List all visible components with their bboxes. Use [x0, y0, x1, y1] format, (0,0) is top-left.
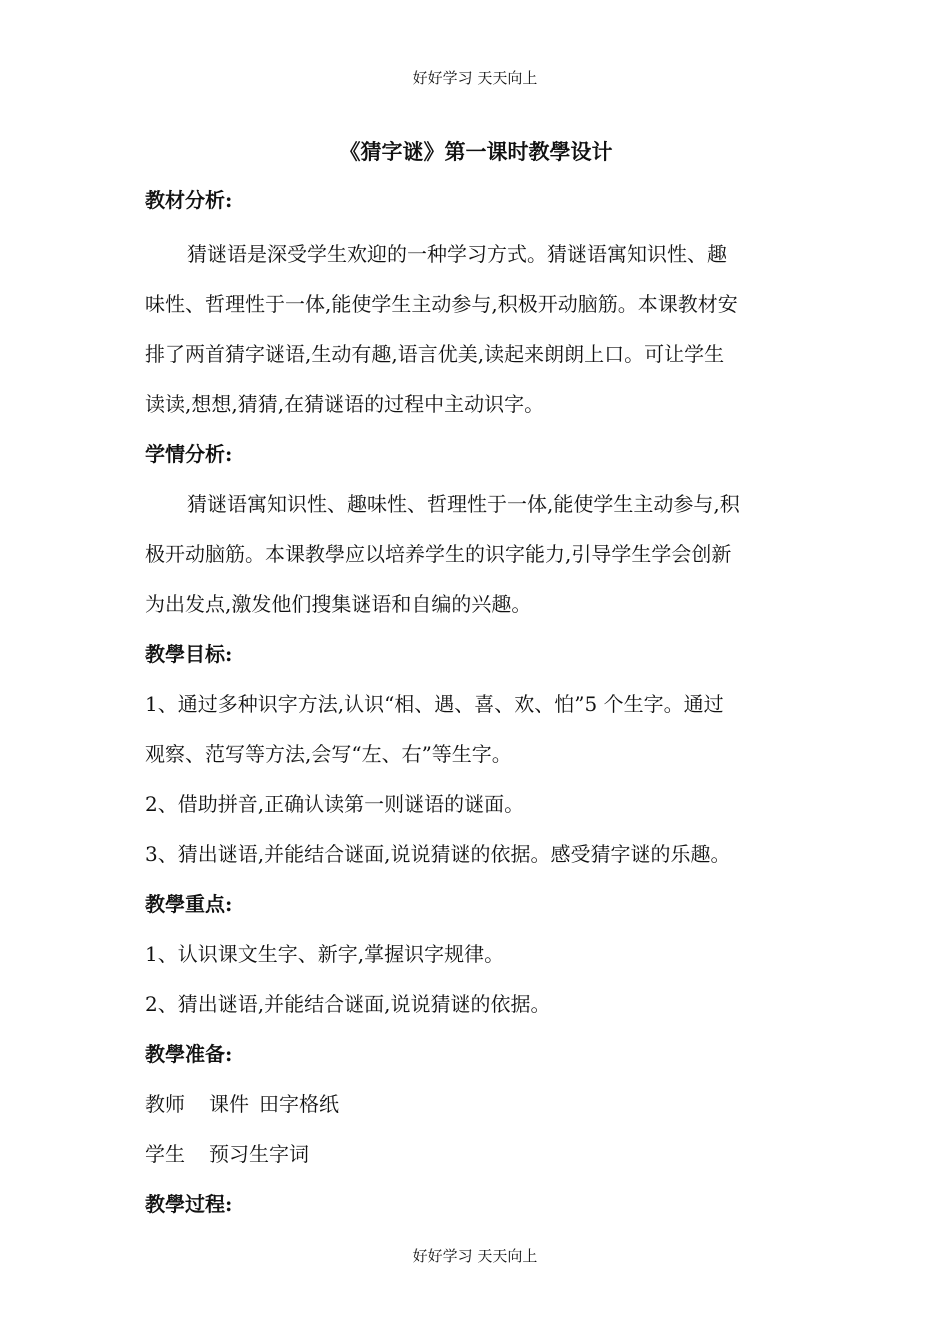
- paragraph-line: 读读,想想,猜猜,在猜谜语的过程中主动识字。: [145, 392, 545, 416]
- section-heading-preparation: 教學准备:: [145, 1042, 233, 1066]
- page-footer: 好好学习 天天向上: [412, 1247, 538, 1265]
- role-label: 教师: [145, 1092, 185, 1116]
- list-item: 2、猜出谜语,并能结合谜面,说说猜谜的依据。: [145, 992, 551, 1016]
- section-heading-key-points: 教學重点:: [145, 892, 233, 916]
- page-header: 好好学习 天天向上: [412, 69, 538, 87]
- document-body: [145, 133, 807, 1229]
- paragraph-line: 极开动脑筋。本课教學应以培养学生的识字能力,引导学生学会创新: [145, 542, 732, 566]
- prep-item: 田字格纸: [259, 1092, 339, 1116]
- paragraph-line: 为出发点,激发他们搜集谜语和自编的兴趣。: [145, 592, 532, 616]
- role-label: 学生: [145, 1142, 185, 1166]
- section-heading-process: 教學过程:: [145, 1192, 233, 1216]
- paragraph-line: 猜谜语是深受学生欢迎的一种学习方式。猜谜语寓知识性、趣: [187, 242, 727, 266]
- document-title: 《猜字谜》第一课时教學设计: [339, 139, 613, 164]
- list-item: 2、借助拼音,正确认读第一则谜语的谜面。: [145, 792, 525, 816]
- paragraph-line: 猜谜语寓知识性、趣味性、哲理性于一体,能使学生主动参与,积: [187, 492, 740, 516]
- list-item: 观察、范写等方法,会写“左、右”等生字。: [145, 742, 512, 766]
- prep-item: 课件: [209, 1092, 249, 1116]
- preparation-student: [145, 1129, 807, 1179]
- paragraph-line: 排了两首猜字谜语,生动有趣,语言优美,读起来朗朗上口。可让学生: [145, 342, 725, 366]
- section-heading-learner: 学情分析:: [145, 442, 233, 466]
- list-item: 1、通过多种识字方法,认识“相、遇、喜、欢、怕”5 个生字。通过: [145, 692, 724, 716]
- paragraph-line: 味性、哲理性于一体,能使学生主动参与,积极开动脑筋。本课教材安: [145, 292, 738, 316]
- list-item: 1、认识课文生字、新字,掌握识字规律。: [145, 942, 505, 966]
- prep-item: 预习生字词: [209, 1142, 309, 1166]
- section-heading-material: 教材分析:: [145, 188, 233, 212]
- preparation-teacher: [145, 1079, 807, 1129]
- list-item: 3、猜出谜语,并能结合谜面,说说猜谜的依据。感受猜字谜的乐趣。: [145, 842, 731, 866]
- section-heading-goals: 教學目标:: [145, 642, 233, 666]
